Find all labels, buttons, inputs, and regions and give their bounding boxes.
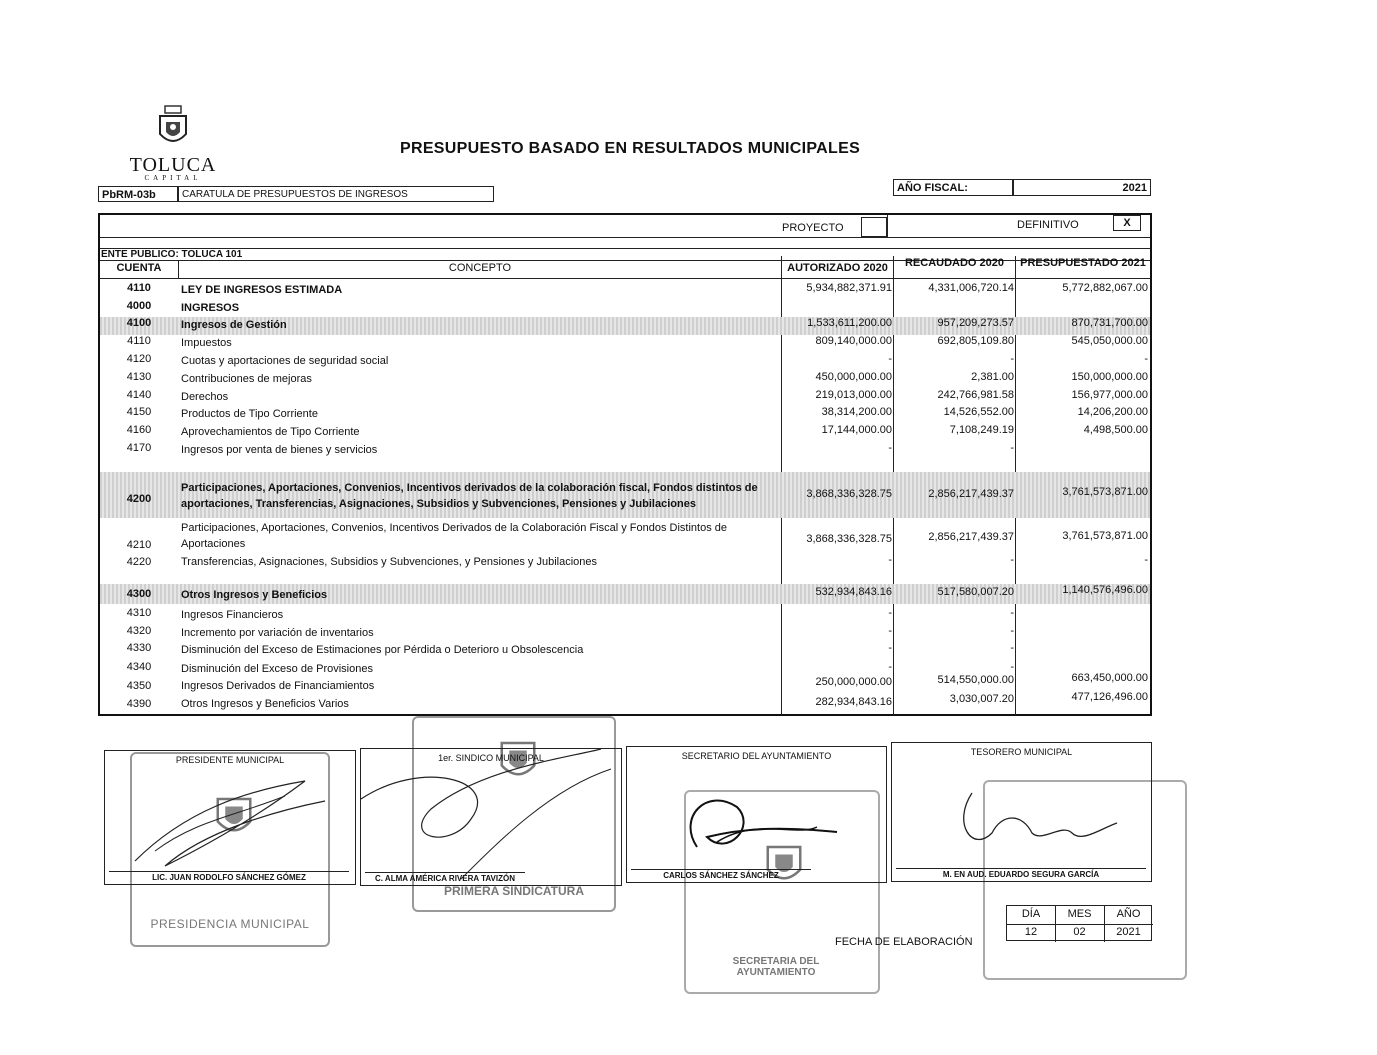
cuenta-cell: 4220 <box>126 556 152 568</box>
signature-title: 1er. SINDICO MUNICIPAL <box>438 753 544 763</box>
autorizado-cell: 219,013,000.00 <box>815 389 892 401</box>
proyecto-checkbox[interactable] <box>861 217 887 237</box>
recaudado-cell: 957,209,273.57 <box>937 317 1014 329</box>
presupuestado-cell: 4,498,500.00 <box>1083 424 1148 436</box>
divider <box>100 278 1150 279</box>
autorizado-cell: - <box>888 661 892 673</box>
anio-value: 2021 <box>1116 926 1141 938</box>
logo-subtext: CAPITAL <box>144 174 202 182</box>
autorizado-cell: - <box>888 607 892 619</box>
cuenta-cell: 4110 <box>127 282 151 294</box>
presupuestado-cell: 5,772,882,067.00 <box>1062 282 1148 294</box>
autorizado-cell: 532,934,843.16 <box>815 586 892 598</box>
recaudado-cell: - <box>1010 625 1014 637</box>
recaudado-cell: - <box>1010 442 1014 454</box>
stamp-text: PRESIDENCIA MUNICIPAL <box>150 917 310 931</box>
autorizado-cell: 5,934,882,371.91 <box>806 282 892 294</box>
recaudado-cell: 517,580,007.20 <box>937 586 1014 598</box>
signature-title: TESORERO MUNICIPAL <box>970 747 1073 757</box>
presupuestado-cell: 477,126,496.00 <box>1071 691 1148 703</box>
recaudado-cell: 514,550,000.00 <box>937 674 1014 686</box>
mes-label: MES <box>1067 908 1092 920</box>
recaudado-cell: - <box>1010 554 1014 566</box>
presupuestado-cell: - <box>1144 353 1148 365</box>
table-row <box>100 424 1150 441</box>
concepto-cell: Otros Ingresos y Beneficios <box>181 589 328 601</box>
concepto-cell: Aprovechamientos de Tipo Corriente <box>181 426 360 438</box>
concepto-cell: Transferencias, Asignaciones, Subsidios y Subvenciones, y Pensiones y Jubilaciones <box>181 556 597 568</box>
autorizado-cell: 17,144,000.00 <box>821 424 892 436</box>
table-row <box>100 472 1150 518</box>
recaudado-cell: - <box>1010 607 1014 619</box>
fiscal-year-label: AÑO FISCAL: <box>893 179 1013 196</box>
presupuestado-cell: 3,761,573,871.00 <box>1062 486 1148 498</box>
cuenta-cell: 4160 <box>126 424 152 436</box>
autorizado-cell: 282,934,843.16 <box>815 696 892 708</box>
autorizado-cell: 38,314,200.00 <box>821 406 892 418</box>
recaudado-cell: 242,766,981.58 <box>937 389 1014 401</box>
entity-label: ENTE PUBLICO: TOLUCA 101 <box>101 249 243 260</box>
table-row <box>100 442 1150 459</box>
table-row <box>100 389 1150 406</box>
recaudado-cell: 4,331,006,720.14 <box>928 282 1014 294</box>
table-row <box>100 353 1150 370</box>
table-row <box>100 625 1150 642</box>
autorizado-cell: - <box>888 554 892 566</box>
autorizado-cell: - <box>888 442 892 454</box>
signature-title: PRESIDENTE MUNICIPAL <box>175 755 285 765</box>
cuenta-cell: 4140 <box>126 389 152 401</box>
header-cuenta: CUENTA <box>116 262 162 274</box>
recaudado-cell: 2,856,217,439.37 <box>928 488 1014 500</box>
presupuestado-cell: 3,761,573,871.00 <box>1062 530 1148 542</box>
cuenta-cell: 4330 <box>126 642 152 654</box>
concepto-cell: Otros Ingresos y Beneficios Varios <box>181 698 349 710</box>
cuenta-cell: 4320 <box>126 625 152 637</box>
autorizado-cell: - <box>888 353 892 365</box>
presupuestado-cell: - <box>1144 554 1148 566</box>
table-row <box>100 691 1150 713</box>
concepto-cell: Incremento por variación de inventarios <box>181 627 374 639</box>
autorizado-cell: 250,000,000.00 <box>815 676 892 688</box>
table-row <box>100 300 1150 317</box>
cuenta-cell: 4120 <box>126 353 152 365</box>
table-row <box>100 584 1150 604</box>
cuenta-cell: 4300 <box>126 588 152 600</box>
autorizado-cell: 3,868,336,328.75 <box>806 533 892 545</box>
signature-scribble-icon <box>125 771 345 871</box>
concepto-cell: Ingresos de Gestión <box>181 319 287 331</box>
status-divider <box>887 215 888 237</box>
autorizado-cell: 450,000,000.00 <box>815 371 892 383</box>
recaudado-cell: 2,381.00 <box>971 371 1014 383</box>
presupuestado-cell: 663,450,000.00 <box>1071 672 1148 684</box>
divider <box>100 248 1150 249</box>
autorizado-cell: - <box>888 625 892 637</box>
dia-label: DÍA <box>1021 908 1041 920</box>
recaudado-cell: 2,856,217,439.37 <box>928 531 1014 543</box>
definitivo-checkbox[interactable]: X <box>1113 215 1141 231</box>
cuenta-cell: 4000 <box>126 300 152 312</box>
presupuestado-cell: 545,050,000.00 <box>1071 335 1148 347</box>
signature-scribble-icon <box>667 767 867 867</box>
signature-line <box>109 871 349 872</box>
logo-text: TOLUCA <box>129 154 217 176</box>
page-title: PRESUPUESTO BASADO EN RESULTADOS MUNICIPALES <box>400 140 861 157</box>
signature-line <box>631 869 811 870</box>
concepto-cell: Derechos <box>181 391 229 403</box>
crest-icon <box>156 104 190 152</box>
table-row <box>100 554 1150 571</box>
signature-box-sindico <box>360 748 622 886</box>
table-row <box>100 406 1150 423</box>
signature-scribble-icon <box>942 773 1122 863</box>
concepto-cell: Cuotas y aportaciones de seguridad social <box>181 355 389 367</box>
autorizado-cell: 809,140,000.00 <box>815 335 892 347</box>
concepto-cell: Disminución del Exceso de Estimaciones por Pérdida o Deterioro u Obsolescencia <box>181 644 584 656</box>
fiscal-year-value: 2021 <box>1013 179 1151 196</box>
definitivo-label: DEFINITIVO <box>1017 219 1079 231</box>
concepto-cell: Ingresos por venta de bienes y servicios <box>181 444 378 456</box>
cuenta-cell: 4150 <box>126 406 152 418</box>
header-recaudado: RECAUDADO 2020 <box>904 257 1005 269</box>
cuenta-cell: 4170 <box>126 442 152 454</box>
form-code: PbRM-03b <box>98 186 178 202</box>
table-row <box>100 282 1150 299</box>
signature-name: C. ALMA AMÉRICA RIVERA TAVIZÓN <box>375 874 515 883</box>
table-row <box>100 371 1150 388</box>
signature-box-tesorero <box>891 742 1152 882</box>
elaboration-date-label: FECHA DE ELABORACIÓN <box>835 936 973 948</box>
concepto-cell: Participaciones, Aportaciones, Convenios, Incentivos Derivados de la Colaboración Fiscal y Fondos Distintos de Aportaciones <box>181 522 728 550</box>
cuenta-cell: 4390 <box>126 698 152 710</box>
cuenta-cell: 4310 <box>126 607 152 619</box>
proyecto-label: PROYECTO <box>782 222 844 234</box>
concepto-cell: Ingresos Derivados de Financiamientos <box>181 680 375 692</box>
recaudado-cell: 692,805,109.80 <box>937 335 1014 347</box>
form-title: CARATULA DE PRESUPUESTOS DE INGRESOS <box>178 186 494 202</box>
elaboration-date-box <box>1006 905 1152 941</box>
signature-box-secretario <box>626 746 887 883</box>
cuenta-cell: 4130 <box>126 371 152 383</box>
cuenta-cell: 4350 <box>126 680 152 692</box>
header-concepto: CONCEPTO <box>448 262 512 274</box>
signature-title: SECRETARIO DEL AYUNTAMIENTO <box>681 751 832 761</box>
autorizado-cell: 3,868,336,328.75 <box>806 488 892 500</box>
presupuestado-cell: 14,206,200.00 <box>1077 406 1148 418</box>
cuenta-cell: 4110 <box>127 335 151 347</box>
presupuestado-cell: 870,731,700.00 <box>1071 317 1148 329</box>
header-autorizado: AUTORIZADO 2020 <box>787 262 888 274</box>
concepto-cell: Participaciones, Aportaciones, Convenios, Incentivos derivados de la colaboración fiscal, Fondos distintos de aportaciones, Transferencias, Asignaciones, Subsidios y Subvenciones, Pensiones y Jubilaciones <box>181 482 758 510</box>
presupuestado-cell: 156,977,000.00 <box>1071 389 1148 401</box>
header-presupuestado: PRESUPUESTADO 2021 <box>1020 257 1146 269</box>
table-row <box>100 520 1150 554</box>
recaudado-cell: 7,108,249.19 <box>949 424 1014 436</box>
signature-name: CARLOS SÁNCHEZ SÁNCHEZ <box>663 871 779 880</box>
cuenta-cell: 4100 <box>126 317 152 329</box>
recaudado-cell: 3,030,007.20 <box>949 693 1014 705</box>
cuenta-cell: 4200 <box>126 493 152 505</box>
toluca-logo <box>128 104 218 184</box>
signature-line <box>896 868 1146 869</box>
concepto-cell: LEY DE INGRESOS ESTIMADA <box>181 284 343 296</box>
presupuestado-cell: 150,000,000.00 <box>1071 371 1148 383</box>
autorizado-cell: - <box>888 642 892 654</box>
stamp-text: PRIMERA SINDICATURA <box>444 884 584 898</box>
signature-name: M. EN AUD. EDUARDO SEGURA GARCÍA <box>942 870 1100 879</box>
cuenta-cell: 4210 <box>126 539 152 551</box>
presupuestado-cell: 1,140,576,496.00 <box>1062 584 1148 596</box>
concepto-cell: Impuestos <box>181 337 232 349</box>
mes-value: 02 <box>1073 926 1086 938</box>
signature-scribble-icon <box>361 749 621 885</box>
divider <box>100 237 1150 238</box>
concepto-cell: INGRESOS <box>181 302 240 314</box>
recaudado-cell: 14,526,552.00 <box>943 406 1014 418</box>
table-row <box>100 607 1150 624</box>
autorizado-cell: 1,533,611,200.00 <box>807 317 892 329</box>
stamp-text: SECRETARIA DEL AYUNTAMIENTO <box>732 956 820 978</box>
table-row <box>100 335 1150 352</box>
recaudado-cell: - <box>1010 661 1014 673</box>
table-row <box>100 317 1150 335</box>
table-row <box>100 642 1150 659</box>
dia-value: 12 <box>1024 926 1038 938</box>
signature-box-presidente <box>104 750 356 885</box>
signature-name: LIC. JUAN RODOLFO SÁNCHEZ GÓMEZ <box>152 873 306 882</box>
recaudado-cell: - <box>1010 642 1014 654</box>
cuenta-cell: 4340 <box>126 661 152 673</box>
concepto-cell: Disminución del Exceso de Provisiones <box>181 663 373 675</box>
recaudado-cell: - <box>1010 353 1014 365</box>
concepto-cell: Ingresos Financieros <box>181 609 284 621</box>
concepto-cell: Productos de Tipo Corriente <box>181 408 318 420</box>
anio-label: AÑO <box>1116 908 1141 920</box>
concepto-cell: Contribuciones de mejoras <box>181 373 312 385</box>
